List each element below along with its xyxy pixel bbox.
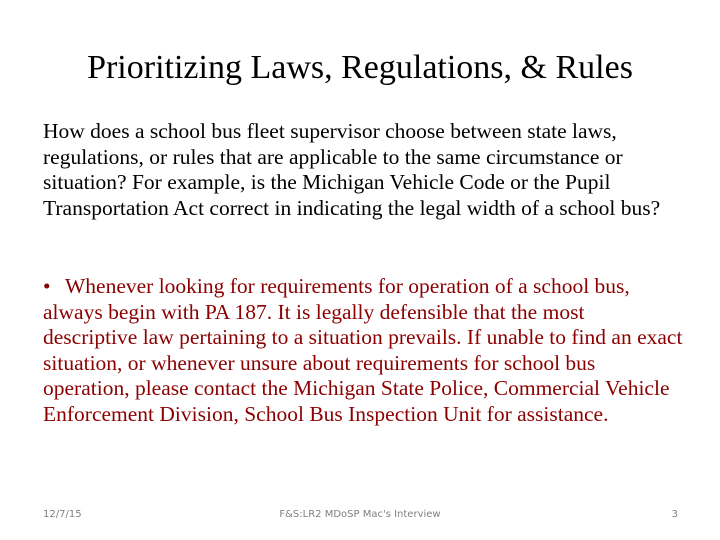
- slide-title: Prioritizing Laws, Regulations, & Rules: [87, 49, 633, 86]
- answer-text: Whenever looking for requirements for operation of a school bus, always begin with PA 187. It is legally defensible that the most descriptive law pertaining to a situation prevails. If unable to find an exact situation, or whenever unsure about requirements for school bus operation, please contact the Michigan State Police, Commercial Vehicle Enforcement Division, School Bus Inspection Unit for assistance.: [43, 274, 683, 426]
- question-paragraph: How does a school bus fleet supervisor choose between state laws, regulations, or rules that are applicable to the same circumstance or situation? For example, is the Michigan Vehicle Code or the Pupil Transportation Act correct in indicating the legal width of a school bus?: [43, 119, 661, 220]
- footer-title: F&S:LR2 MDoSP Mac's Interview: [279, 509, 441, 520]
- bullet-marker: •: [43, 274, 51, 298]
- answer-bullet-item: [43, 274, 683, 427]
- page-number: 3: [671, 509, 678, 520]
- footer-date: 12/7/15: [43, 509, 82, 520]
